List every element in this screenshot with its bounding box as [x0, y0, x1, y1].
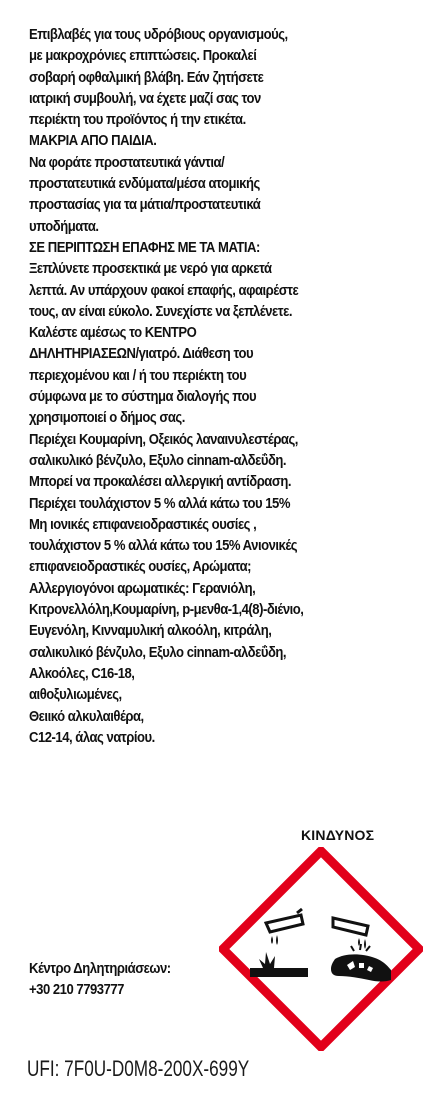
label-line: υποδήματα. [29, 217, 99, 235]
hazard-statements [29, 24, 421, 748]
label-line: ιατρική συμβουλή, να έχετε μαζί σας τον [29, 89, 261, 107]
label-line: περιέκτη του προϊόντος ή την ετικέτα. [29, 111, 246, 129]
label-line: C12-14, άλας νατρίου. [29, 728, 155, 746]
label-line: με μακροχρόνιες επιπτώσεις. Προκαλεί [29, 47, 257, 65]
corrosion-icon [219, 847, 423, 1051]
label-line: προστασίας για τα μάτια/προστατευτικά [29, 196, 261, 214]
label-line: Περιέχει τουλάχιστον 5 % αλλά κάτω του 15% [29, 494, 290, 512]
label-line: Αλλεργιογόνοι αρωματικές: Γερανιόλη, [29, 579, 256, 597]
label-line: επιφανειοδραστικές ουσίες, Αρώματα; [29, 558, 252, 576]
signal-word: ΚΙΝΔΥΝΟΣ [301, 827, 375, 843]
label-line: Κιτρονελλόλη,Κουμαρίνη, p-μενθα-1,4(8)-διένιο, [29, 601, 304, 619]
label-line: Επιβλαβές για τους υδρόβιους οργανισμούς, [29, 26, 288, 43]
label-line: τους, αν είναι εύκολο. Συνεχίστε να ξεπλένετε. [29, 302, 292, 320]
poison-center-phone: +30 210 7793777 [29, 981, 124, 999]
label-line: Μπορεί να προκαλέσει αλλεργική αντίδραση. [29, 473, 292, 491]
poison-center-label: Κέντρο Δηλητηριάσεων: [29, 960, 171, 977]
label-line: Περιέχει Κουμαρίνη, Οξεικός λαναινυλεστέρας, [29, 430, 298, 448]
ufi-code: UFI: 7F0U-D0M8-200X-699Y [27, 1056, 250, 1081]
label-line: σαλικυλικό βένζυλο, Εξυλο cinnam-αλδεΰδη. [29, 451, 287, 469]
label-line: αιθοξυλιωμένες, [29, 686, 122, 704]
label-line: τουλάχιστον 5 % αλλά κάτω του 15% Ανιονικές [29, 537, 298, 555]
label-line: περιεχομένου και / ή του περιέκτη του [29, 366, 247, 384]
label-line: λεπτά. Αν υπάρχουν φακοί επαφής, αφαιρέστε [29, 281, 299, 299]
label-line: σοβαρή οφθαλμική βλάβη. Εάν ζητήσετε [29, 68, 264, 86]
label-line: Να φοράτε προστατευτικά γάντια/ [29, 153, 225, 171]
label-line: Καλέστε αμέσως το ΚΕΝΤΡΟ [29, 324, 197, 342]
label-line: χρησιμοποιεί ο δήμος σας. [29, 409, 185, 427]
label-line: Θειικό αλκυλαιθέρα, [29, 707, 144, 725]
label-line: σαλικυλικό βένζυλο, Εξυλο cinnam-αλδεΰδη, [29, 643, 287, 661]
label-line: ΜΑΚΡΙΑ ΑΠΟ ΠΑΙΔΙΑ. [29, 132, 157, 150]
label-line: Μη ιονικές επιφανειοδραστικές ουσίες , [29, 515, 257, 533]
label-line: σύμφωνα με το σύστημα διαλογής που [29, 388, 257, 406]
label-line: Ευγενόλη, Κινναμυλική αλκοόλη, κιτράλη, [29, 622, 272, 640]
label-line: ΔΗΛΗΤΗΡΙΑΣΕΩΝ/γιατρό. Διάθεση του [29, 345, 254, 363]
label-line: προστατευτικά ενδύματα/μέσα ατομικής [29, 175, 260, 193]
label-line: Αλκοόλες, C16-18, [29, 664, 135, 682]
label-line: ΣΕ ΠΕΡΙΠΤΩΣΗ ΕΠΑΦΗΣ ΜΕ ΤΑ ΜΑΤΙΑ: [29, 238, 260, 256]
label-line: Ξεπλύνετε προσεκτικά με νερό για αρκετά [29, 260, 272, 278]
poison-center-info [29, 958, 194, 1001]
